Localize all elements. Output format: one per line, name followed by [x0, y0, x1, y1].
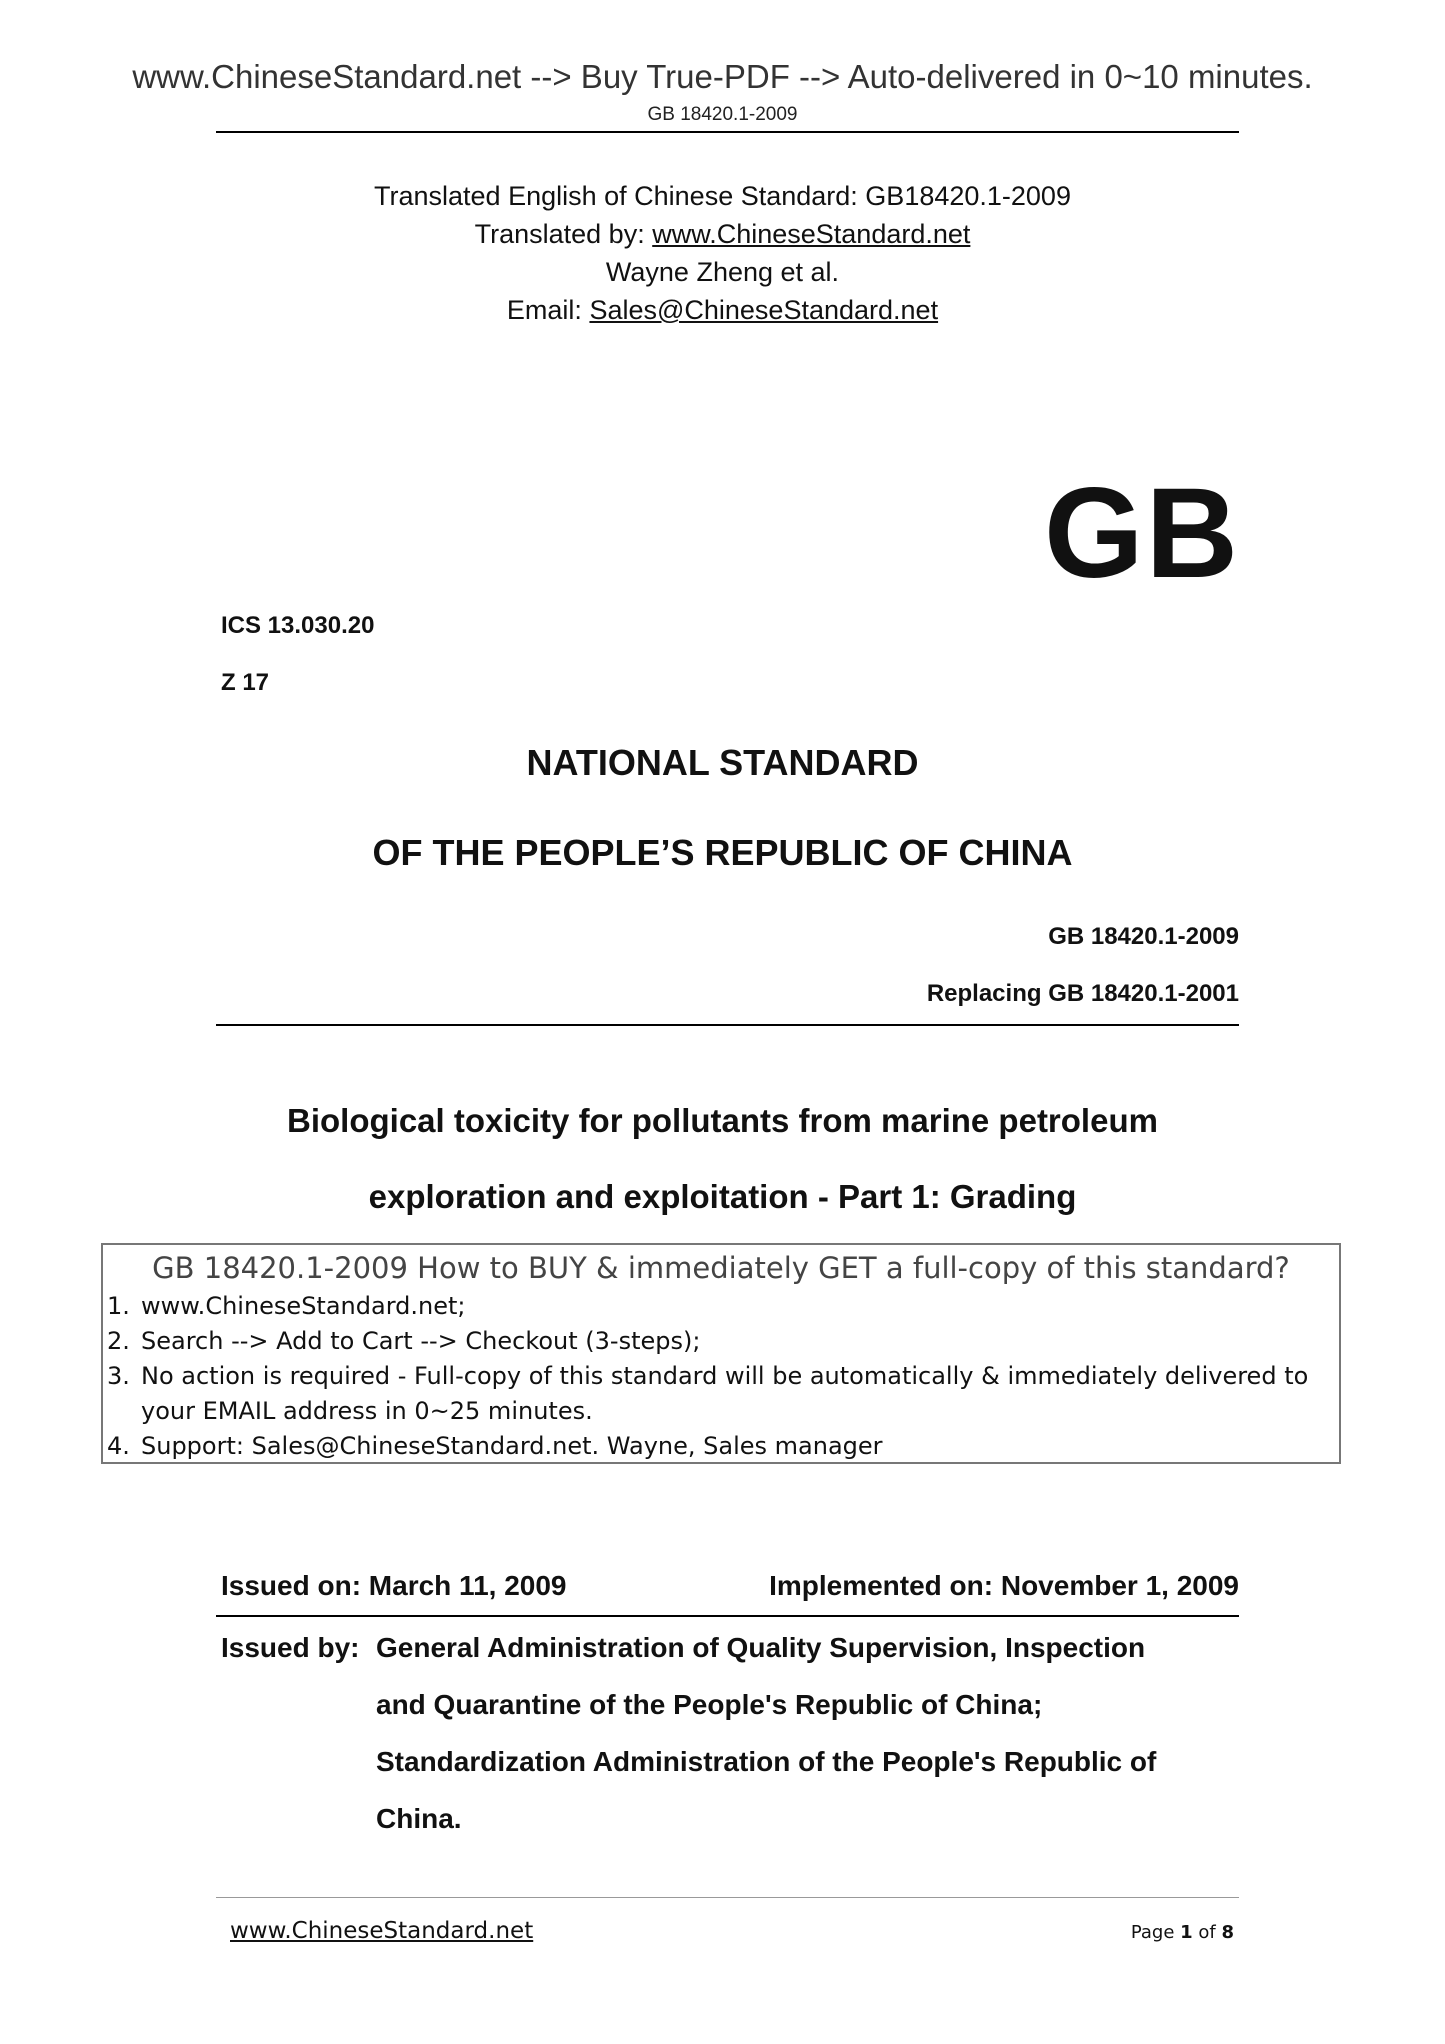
gb-logo: GB — [1044, 462, 1240, 605]
step-text: your EMAIL address in 0~25 minutes. — [141, 1397, 593, 1425]
step-text: Search --> Add to Cart --> Checkout (3-steps); — [141, 1327, 701, 1355]
page-current: 1 — [1180, 1922, 1193, 1943]
email-line — [0, 295, 1445, 326]
translated-by-line — [0, 219, 1445, 250]
replacing-standard: Replacing GB 18420.1-2001 — [926, 980, 1239, 1007]
purchase-box-title: GB 18420.1-2009 How to BUY & immediately GET a full-copy of this standard? — [152, 1251, 1290, 1285]
issuer-line: and Quarantine of the People's Republic of China; — [376, 1689, 1043, 1720]
step-text: Support: Sales@ChineseStandard.net. Wayne, Sales manager — [141, 1432, 883, 1460]
footer-divider — [216, 1897, 1239, 1898]
step-number: 2. — [107, 1327, 130, 1355]
header-divider — [216, 131, 1239, 133]
step-number: 4. — [107, 1432, 130, 1460]
prc-title: OF THE PEOPLE’S REPUBLIC OF CHINA — [372, 832, 1073, 873]
email-label: Email: — [506, 295, 590, 325]
issuer-line: General Administration of Quality Supervision, Inspection — [376, 1632, 1146, 1663]
translator-authors: Wayne Zheng et al. — [605, 257, 840, 287]
purchase-step — [107, 1432, 883, 1460]
page-of: of — [1192, 1922, 1222, 1943]
purchase-step — [107, 1292, 465, 1320]
issuer-line: China. — [376, 1803, 462, 1834]
purchase-step-continuation — [107, 1397, 593, 1425]
z-code: Z 17 — [221, 669, 270, 696]
document-title-line-1: Biological toxicity for pollutants from marine petroleum — [287, 1102, 1158, 1139]
top-banner: www.ChineseStandard.net --> Buy True-PDF --> Auto-delivered in 0~10 minutes. — [132, 58, 1313, 95]
translated-by-label: Translated by: — [474, 219, 653, 249]
dates-divider — [216, 1615, 1239, 1617]
translation-line: Translated English of Chinese Standard: GB18420.1-2009 — [374, 181, 1071, 211]
step-number: 3. — [107, 1362, 130, 1390]
issued-date: Issued on: March 11, 2009 — [221, 1570, 567, 1601]
ics-code: ICS 13.030.20 — [221, 612, 375, 639]
national-standard-title: NATIONAL STANDARD — [526, 742, 919, 783]
step-number: 1. — [107, 1292, 130, 1320]
purchase-step — [107, 1362, 1308, 1390]
issuer-line: Standardization Administration of the People's Republic of — [376, 1746, 1157, 1777]
translator-website-link[interactable]: www.ChineseStandard.net — [652, 219, 971, 249]
purchase-info-box — [101, 1243, 1341, 1464]
document-title-line-2: exploration and exploitation - Part 1: Grading — [368, 1178, 1077, 1215]
implemented-date: Implemented on: November 1, 2009 — [769, 1570, 1239, 1601]
email-link[interactable]: Sales@ChineseStandard.net — [589, 295, 939, 325]
page-total: 8 — [1221, 1922, 1234, 1943]
page-number — [1131, 1922, 1234, 1943]
issued-by-label: Issued by: — [221, 1632, 360, 1663]
header-standard-code: GB 18420.1-2009 — [647, 104, 798, 125]
standard-number: GB 18420.1-2009 — [1048, 923, 1239, 950]
page-prefix: Page — [1130, 1922, 1181, 1943]
step-text: No action is required - Full-copy of this standard will be automatically & immediately delivered to — [141, 1362, 1309, 1390]
footer-website-link[interactable]: www.ChineseStandard.net — [230, 1918, 534, 1944]
purchase-step — [107, 1327, 700, 1355]
step-text: www.ChineseStandard.net; — [141, 1292, 466, 1320]
title-divider — [216, 1024, 1239, 1026]
